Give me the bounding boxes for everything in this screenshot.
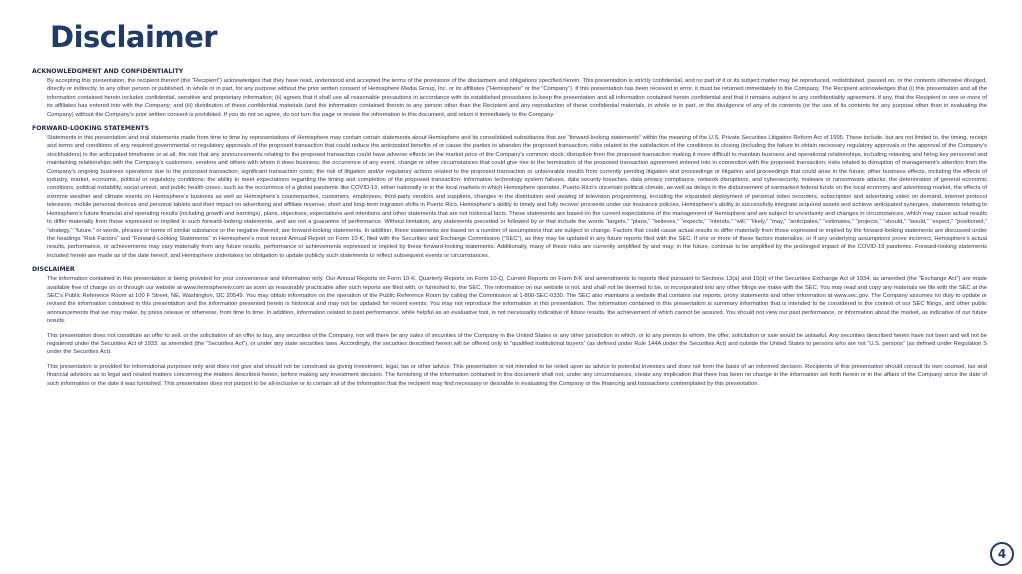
- paragraph: This presentation is provided for informational purposes only and does not give and should not be construed as giving investment, legal, tax or other advice. This presentation is not intended to be relied upon as advice to potential investors and does not form the basis of an informed decision. Recipients of this presentation should consult its own counsel, tax and financial advisors as to legal and related matters concerning the matters described herein, before making any investment decision. The furnishing of the information contained in this document shall not, under any circumstances, create any implication that there has been no change in the information set forth herein or in the affairs of the Company since the date of such information or the date it was furnished. This presentation does not purport to be all-inclusive or to contain all of the information that the recipient may find necessary or desirable in evaluating the Company or the financing and transactions contemplated by this presentation.: [47, 363, 987, 387]
- disclaimer-body: [32, 68, 990, 394]
- paragraph: This presentation does not constitute an offer to sell, or the solicitation of an offer to buy, any securities of the Company, nor will there be any sales of securities of the Company in the United States or any other jurisdiction in which, or to any person to whom, the offer, solicitation or sale would be unlawful. Any securities described herein have not been and will not be registered under the Securities Act of 1933, as amended (the “Securities Act”), or under any state securities laws. Accordingly, the securities described herein will be offered only to “qualified institutional buyers” (as defined under Rule 144A under the Securities Act) and outside the United States to persons who are not “U.S. persons” (as defined under Regulation S under the Securities Act).: [47, 332, 987, 356]
- section-heading: ACKNOWLEDGMENT AND CONFIDENTIALITY: [32, 68, 184, 75]
- page-number-badge: 4: [990, 542, 1014, 566]
- section-heading: FORWARD-LOOKING STATEMENTS: [32, 125, 150, 133]
- paragraph: The information contained in this presentation is being provided for your convenience and information only. Our Annual Reports on Form 10-K, Quarterly Reports on Form 10-Q, Current Reports on Form 8-K and amendments to reports filed pursuant to Sections 13(a) and 15(d) of the Securities Exchange Act of 1934, as amended (the “Exchange Act”) are made available free of charge on or through our website at www.hemispheretv.com as soon as reasonably practicable after such reports are filed with, or furnished to, the SEC. The information on our website is not, and shall not be deemed to be, or incorporated into any other filings we make with the SEC. You may read and copy any materials we file with the SEC at the SEC’s Public Reference Room at 100 F Street, NE, Washington, DC 20549. You may obtain information on the operation of the Public Reference Room by calling the Commission at 1-800-SEC-0330. The SEC also maintains a website that contains our reports, proxy statements and other information at www.sec.gov. The Company assumes no duty to update or revised the information contained in this presentation and the information presented herein is historical and may not be updated for recent events. You may not reproduce the information in this presentation. The information contained in this presentation is summary information that is intended to be considered in the context of our SEC filings, and other public announcements that we may make, by press release or otherwise, from time to time. In addition, information related to past performance, while helpful as an evaluative tool, is not necessarily indicative of future results, the achievement of which cannot be assured. You should not view our past performance, or information about the market, as indicative of our future results.: [47, 276, 987, 325]
- paragraph: By accepting this presentation, the recipient thereof (the “Recipient”) acknowledges that they have read, understood and accepted the terms of the provisions of the disclaimers and obligations specified herein. This presentation is strictly confidential, and no part of it or its subject matter may be reproduced, redistributed, passed on, or the contents otherwise divulged, directly or indirectly, to any other person or published, in whole or in part, for any purpose without the prior written consent of Hemisphere Media Group, Inc. or its affiliates (“Hemisphere” or the “Company”). If this presentation has been received in error, it must be returned immediately to the Company. The Recipient acknowledges that (i) this presentation and all the information contained herein includes confidential, sensitive and proprietary information; (ii) agrees that it shall use all reasonable precautions in accordance with its established procedures to keep the presentation and all information contained herein confidential and that it remains subject to any confidentiality agreement, if any, that the Recipient or one or more of its affiliates has entered into with the Company; and (iii) distribution of these confidential materials (and the information contained therein to any person other than the Recipient and any reproduction of these confidential materials, in whole or in part, or the divulgence of any of its contents (or the use of its contents for any purpose other than in evaluating the Company) without the Company’s prior written consent is prohibited. If you do not so agree, do not turn the page or review the information in this document, and return it immediately to the Company.: [47, 78, 987, 118]
- paragraph: Statements in this presentation and oral statements made from time to time by representatives of Hemisphere may contain certain statements about Hemisphere and its consolidated subsidiaries that are “forward-looking statements” within the meaning of the U.S. Private Securities Litigation Reform Act of 1995. These include, but are not limited to, the timing, receipt and terms and conditions of any required governmental or regulatory approvals of the proposed transaction that could reduce the anticipated benefits of or cause the parties to abandon the proposed transaction; risks related to the satisfaction of the conditions to closing (including the failure to obtain necessary regulatory approvals or the approval of the Company’s stockholders) in the anticipated timeframe or at all; the risk that any announcements relating to the proposed transaction could have adverse effects on the market price of the Company’s common stock; disruption from the proposed transaction making it more difficult to maintain business and operational relationships, including retaining and hiring key personnel and maintaining relationships with the Company’s customers, vendors and others with whom it does business; the occurrence of any event, change or other circumstances that could give rise to the termination of the proposed transaction agreement entered into in connection with the proposed transaction; risks related to disruption of management’s attention from the Company’s ongoing business operations due to the proposed transaction; significant transaction costs; the risk of litigation and/or regulatory actions related to the proposed transaction or unfavorable results from currently pending litigation and proceedings or litigation and proceedings that could arise in the future; other business effects, including the effects of industry, market, economic, political or regulatory conditions; the ability to meet expectations regarding the timing and completion of the proposed transaction; information technology system failures, data security breaches, data privacy compliance, network disruptions, and cybersecurity, malware or ransomware attacks; the deterioration of general economic conditions, political instability, social unrest, and public health crises, such as the occurrence of a global pandemic like COVID-19, either nationally or in the local markets in which Hemisphere operates, Puerto Rico’s uncertain political climate, as well as delays in the disbursement of earmarked federal funds on the local economy and advertising market, the effects of extreme weather and climate events on Hemisphere’s business as well as Hemisphere’s counterparties, customers, employees, third-party vendors and suppliers, changes in the distribution and viewing of television programming, including the expanded deployment of personal video recorders, subscription and advertising video on demand, internet protocol television, mobile personal devices and personal tablets and their impact on advertising and affiliate revenue, short and long-term migration shifts in Puerto Rico, Hemisphere’s ability to timely and fully recover proceeds under our insurance policies, Hemisphere’s ability to successfully integrate acquired assets and achieve anticipated synergies, statements relating to Hemisphere’s future financial and operating results (including growth and earnings), plans, objectives, expectations and intentions and other statements that are not historical facts. These statements are based on the current expectations of the management of Hemisphere and are subject to uncertainty and changes in circumstances, which may cause actual results to differ materially from those expressed or implied in such forward-looking statements, and are not a guarantee of performance. Without limitation, any statements preceded or followed by or that include the words “targets,” “plans,” “believes,” “expects,” “intends,” “will,” “likely,” “may,” “anticipates,” “estimates,” “projects,” “should,” “would,” “expect,” “positioned,” “strategy,” “future,” or words, phrases or terms of similar substance or the negative thereof, are forward-looking statements. In addition, these statements are based on a number of assumptions that are subject to change. Factors that could cause actual results to differ materially from those expressed or implied by the forward-looking statements are discussed under the headings “Risk Factors” and “Forward-Looking Statements” in Hemisphere’s most recent Annual Report on Form 10-K, filed with the Securities and Exchange Commission (“SEC”), as they may be updated in any future reports filed with the SEC. If one or more of these factors materialize, or if any underlying assumptions prove incorrect, Hemisphere’s actual results, performance, or achievements may vary materially from any future results, performance or achievements expressed or implied by these forward-looking statements. Additionally, many of these risks are currently amplified by and may, in the future, continue to be amplified by the prolonged impact of the COVID-19 pandemic. Forward-looking statements included herein are made as of the date hereof, and Hemisphere undertakes no obligation to update publicly such statements to reflect subsequent events or circumstances.: [47, 135, 987, 259]
- section-disclaimer: [32, 266, 990, 388]
- section-forward-looking: [32, 125, 990, 260]
- section-heading: DISCLAIMER: [32, 266, 75, 274]
- section-acknowledgment: [32, 68, 990, 119]
- page-title: Disclaimer: [50, 20, 218, 54]
